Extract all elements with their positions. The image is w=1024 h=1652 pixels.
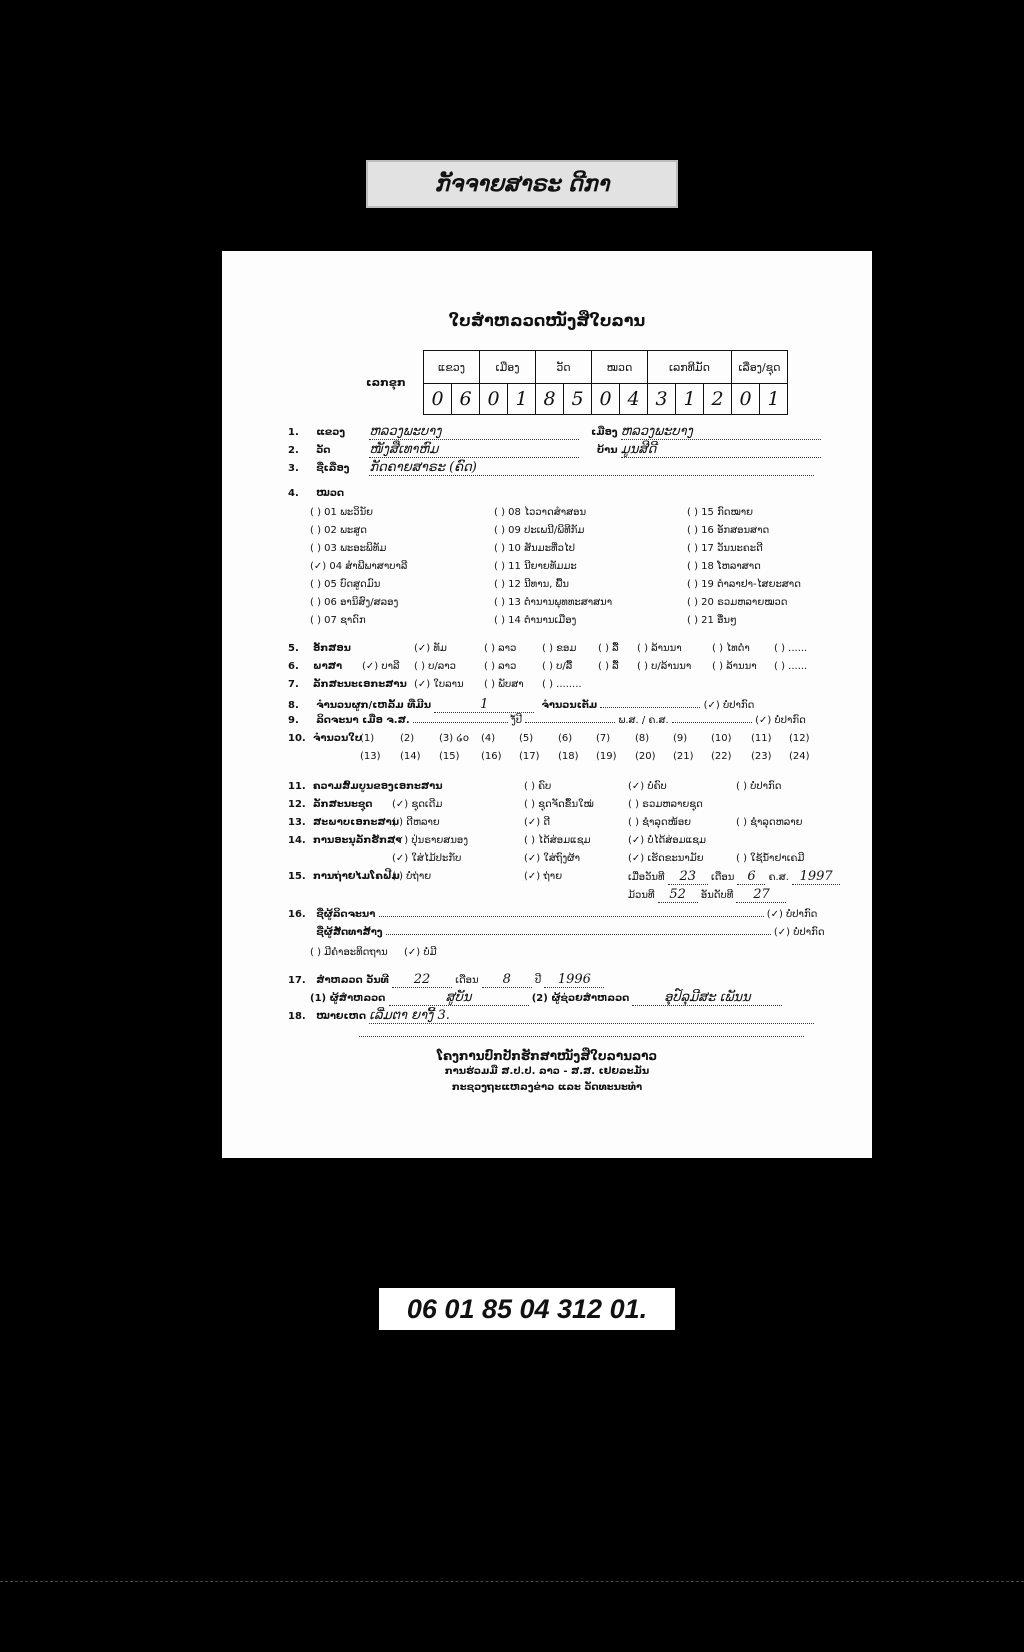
- code-header: ເລື່ອງ/ຊຸດ: [732, 351, 788, 384]
- code-digit: 0: [480, 384, 508, 415]
- village-value: ມູນສີດີ: [621, 442, 821, 458]
- code-digit: 6: [452, 384, 480, 415]
- field-category: 4. ໝວດ: [288, 488, 345, 499]
- script-option[interactable]: ( ) ໄທດຳ: [712, 643, 750, 654]
- category-option[interactable]: ( ) 07 ຊາດົກ: [310, 615, 366, 626]
- district-value: ຫລວງພະບາງ: [621, 424, 821, 440]
- condition-option[interactable]: ( ) ຊຳລຸດໜ້ອຍ: [628, 817, 692, 828]
- script-label: 5. ອັກສອນ: [288, 643, 351, 654]
- leaf-count-cell: (22): [711, 751, 732, 762]
- field-scribe: 16. ຊື່ຜູ້ລິດຈະນາ (✓) ບໍ່ປາກົດ: [288, 909, 818, 920]
- field-date-written: 9. ລິດຈະນາ ເມື່ອ ຈ.ສ. ງໍ້ປີ ພ.ສ. / ຄ.ສ. (✓) ບໍ່ປາກົດ: [288, 715, 806, 726]
- code-digit: 4: [620, 384, 648, 415]
- code-header: ເມືອງ: [480, 351, 536, 384]
- conservation-option[interactable]: ( ) ໃຊ້ນ້ຳຢາເຄມີ: [736, 853, 805, 864]
- code-header: ແຂວງ: [424, 351, 480, 384]
- sponsor-unknown-option[interactable]: (✓) ບໍ່ປາກົດ: [773, 927, 825, 938]
- script-option[interactable]: (✓) ທັມ: [414, 643, 447, 654]
- category-option[interactable]: ( ) 03 ພະອະພິທັມ: [310, 543, 387, 554]
- field-survey-date: 17. ສຳຫລວດ ວັນທີ 22 ເດືອນ 8 ປີ 1996: [288, 972, 818, 988]
- conservation-option[interactable]: (✓) ບໍ່ໄດ້ສ່ອມແຊມ: [628, 835, 707, 846]
- category-option[interactable]: ( ) 15 ກົດໝາຍ: [687, 507, 754, 518]
- leaf-count-cell: (21): [673, 751, 694, 762]
- microfilm-date: ເມື່ອວັນທີ 23 ເດືອນ 6 ຄ.ສ. 1997: [628, 869, 840, 885]
- conservation-label: 14. ການອະນຸລັກຮັກສາ: [288, 835, 402, 846]
- leaf-count-cell: (18): [558, 751, 579, 762]
- language-option[interactable]: ( ) ບ/ລາວ: [414, 661, 456, 672]
- category-option[interactable]: ( ) 19 ຕຳລາຢາ-ໄສຍະສາດ: [687, 579, 801, 590]
- category-option[interactable]: ( ) 06 ອານິສົງ/ສລອງ: [310, 597, 399, 608]
- category-option[interactable]: ( ) 16 ອັກສອນສາດ: [687, 525, 770, 536]
- script-option[interactable]: ( ) ລື້: [598, 643, 619, 654]
- leaf-count-cell: (10): [711, 733, 732, 744]
- code-digit: 1: [760, 384, 788, 415]
- date-unknown-option[interactable]: (✓) ບໍ່ປາກົດ: [755, 715, 806, 726]
- field-bundles: 8. ຈຳນວນຜູກ/ເຫລັ້ມ ທີ່ມີນ 1 ຈຳນວນເຕັມ (✓) ບໍ່ປາກົດ: [288, 697, 755, 712]
- script-option[interactable]: ( ) ......: [774, 643, 808, 654]
- conservation-option[interactable]: (✓) ໃສ່ຖົງຜ້າ: [524, 853, 580, 864]
- field-remarks: 18. ໝາຍເຫດ ເລີ່ມຕາ ຍາງີ້ 3.: [288, 1008, 818, 1024]
- language-option[interactable]: (✓) ບາລີ: [362, 661, 400, 672]
- code-digit: 0: [592, 384, 620, 415]
- leaf-count-cell: (17): [519, 751, 540, 762]
- field-title: 3. ຊື່ເລື່ອງ ກັດຄາຍສາຣະ (ຄົດ): [288, 460, 818, 476]
- code-digit: 0: [424, 384, 452, 415]
- field-surveyors: (1) ຜູ້ສຳຫລວດ ສູບັນ (2) ຜູ້ຊ່ວຍສຳຫລວດ ອຸປ໌ລຸມີສະ ເພັນນ: [310, 990, 840, 1006]
- leaf-count-cell: (7): [596, 733, 611, 744]
- remarks-value: ເລີ່ມຕາ ຍາງີ້ 3.: [369, 1008, 814, 1024]
- material-option[interactable]: (✓) ໃບລານ: [414, 679, 464, 690]
- bundles-unknown-option[interactable]: (✓) ບໍ່ປາກົດ: [703, 700, 755, 711]
- leaf-count-cell: (15): [439, 751, 460, 762]
- conservation-option[interactable]: ( ) ໄດ້ສ່ອມແຊມ: [524, 835, 591, 846]
- set-type-option[interactable]: ( ) ຣວມຫລາຍຊຸດ: [628, 799, 703, 810]
- set-type-label: 12. ລັກສະນະຊຸດ: [288, 799, 373, 810]
- form-footer: [222, 1048, 872, 1096]
- temple-value: ໜັງສືເທາຫົມ: [369, 442, 579, 458]
- leaf-count-cell: (6): [558, 733, 573, 744]
- code-digit: 5: [564, 384, 592, 415]
- code-label: ເລກຂຸກ: [366, 376, 406, 389]
- survey-form: [222, 251, 872, 1158]
- category-option[interactable]: ( ) 17 ວັນນະຄະດີ: [687, 543, 763, 554]
- bundles-value: 1: [434, 697, 534, 713]
- leaf-count-cell: (13): [360, 751, 381, 762]
- material-option[interactable]: ( ) ........: [542, 679, 582, 690]
- category-option[interactable]: ( ) 10 ສັນມະທີ່ວໄປ: [494, 543, 576, 554]
- bottom-divider: [0, 1581, 1024, 1582]
- colophon-option[interactable]: ( ) ມີຄຳອະທິດຖານ: [310, 947, 388, 958]
- surveyor-value: ສູບັນ: [389, 990, 529, 1006]
- conservation-option[interactable]: (✓) ປຸ່ນຣາຍສນອງ: [392, 835, 469, 846]
- language-option[interactable]: ( ) ບ/ລື້: [542, 661, 573, 672]
- leaf-count-cell: (5): [519, 733, 534, 744]
- material-option[interactable]: ( ) ພັບສາ: [484, 679, 524, 690]
- code-digit: 2: [704, 384, 732, 415]
- language-option[interactable]: ( ) ລື້: [598, 661, 619, 672]
- colophon-option[interactable]: (✓) ບໍ່ມີ: [404, 947, 437, 958]
- leaf-count-cell: (16): [481, 751, 502, 762]
- code-digit: 3: [648, 384, 676, 415]
- code-header: ໝວດ: [592, 351, 648, 384]
- leaf-count-cell: (2): [400, 733, 415, 744]
- conservation-option[interactable]: (✓) ໃສ່ໄມ້ປະກັບ: [392, 853, 462, 864]
- leaf-count-cell: (4): [481, 733, 496, 744]
- remarks-extra-line: [359, 1026, 804, 1037]
- code-digit: 1: [508, 384, 536, 415]
- leaf-count-cell: (3) ໒໐: [439, 733, 470, 744]
- language-option[interactable]: ( ) ລາວ: [484, 661, 517, 672]
- category-option[interactable]: ( ) 01 ພະວິນັຍ: [310, 507, 374, 518]
- material-label: 7. ລັກສະນະເອກະສານ: [288, 679, 407, 690]
- script-option[interactable]: ( ) ລາວ: [484, 643, 517, 654]
- condition-option[interactable]: (✓) ດີ: [524, 817, 551, 828]
- province-value: ຫລວງພະບາງ: [369, 424, 579, 440]
- leaf-count-cell: (19): [596, 751, 617, 762]
- category-option[interactable]: ( ) 09 ປະເພນີ/ພິທີກັມ: [494, 525, 585, 536]
- category-option[interactable]: ( ) 11 ນີຍາຍທັມມະ: [494, 561, 577, 572]
- condition-option[interactable]: ( ) ຊຳລຸດຫລາຍ: [736, 817, 803, 828]
- microfilm-roll: ມ້ວນທີ 52 ອັນດັບທີ 27: [628, 887, 786, 903]
- scribe-unknown-option[interactable]: (✓) ບໍ່ປາກົດ: [766, 909, 818, 920]
- reference-number-label: 06 01 85 04 312 01.: [379, 1288, 675, 1330]
- leaf-count-cell: (1): [360, 733, 375, 744]
- leaf-count-cell: (14): [400, 751, 421, 762]
- script-option[interactable]: ( ) ຂອມ: [542, 643, 577, 654]
- completeness-option[interactable]: ( ) ຄົບ: [524, 781, 552, 792]
- language-option[interactable]: ( ) ......: [774, 661, 808, 672]
- category-option[interactable]: ( ) 12 ນີທານ, ພື້ນ: [494, 579, 569, 590]
- completeness-option[interactable]: (✓) ບໍ່ຄົບ: [628, 781, 667, 792]
- leaf-count-cell: (24): [789, 751, 810, 762]
- category-option[interactable]: ( ) 20 ຣວມຫລາຍໝວດ: [687, 597, 788, 608]
- code-header: ວັດ: [536, 351, 592, 384]
- title-value: ກັດຄາຍສາຣະ (ຄົດ): [369, 460, 814, 476]
- code-digit: 1: [676, 384, 704, 415]
- category-option[interactable]: (✓) 04 ສຳພີພາສາບາລີ: [310, 561, 408, 572]
- leaf-count-cell: (11): [751, 733, 772, 744]
- field-sponsor: ຊື່ຜູ້ສັດທາສ້າງ (✓) ບໍ່ປາກົດ: [316, 927, 825, 938]
- code-table: [423, 350, 788, 415]
- microfilm-option[interactable]: (✓) ຖ່າຍ: [524, 871, 563, 882]
- microfilm-label: 15. ການຖ່າຍໄມໂຄຟີມ: [288, 871, 400, 882]
- field-province: 1. ແຂວງ ຫລວງພະບາງ ເມືອງ ຫລວງພະບາງ: [288, 424, 818, 440]
- category-option[interactable]: ( ) 21 ອື່ນໆ: [687, 615, 737, 626]
- leaf-count-cell: (12): [789, 733, 810, 744]
- set-type-option[interactable]: (✓) ຊຸດເດີມ: [392, 799, 443, 810]
- form-title: ໃບສຳຫລວດໜັງສືໃບລານ: [448, 311, 646, 330]
- completeness-label: 11. ຄວາມສົມບູນຂອງເອກະສານ: [288, 781, 443, 792]
- conservation-option[interactable]: (✓) ເຮັດຂະນາມັຍ: [628, 853, 704, 864]
- leaf-count-cell: (23): [751, 751, 772, 762]
- code-digit: 0: [732, 384, 760, 415]
- language-option[interactable]: ( ) ລ້ານນາ: [712, 661, 757, 672]
- leaf-count-cell: (8): [635, 733, 650, 744]
- code-header: ເລກທີມັດ: [648, 351, 732, 384]
- leaf-count-cell: (9): [673, 733, 688, 744]
- leaves-label: 10. ຈຳນວນໃບ: [288, 733, 363, 744]
- condition-option[interactable]: ( ) ດີຫລາຍ: [392, 817, 440, 828]
- footer-line: ການຮ່ວມມື ສ.ປ.ປ. ລາວ - ສ.ສ. ເຢຍລະມັນ: [444, 1066, 650, 1077]
- field-temple: 2. ວັດ ໜັງສືເທາຫົມ ບ້ານ ມູນສີດີ: [288, 442, 818, 458]
- footer-line: ກະຊວງຖະແຫລງຂ່າວ ແລະ ວັດທະນະທຳ: [451, 1082, 643, 1093]
- document-title-banner: ກັຈຈາຍສາຣະ ດີກາ: [366, 160, 678, 208]
- assistant-value: ອຸປ໌ລຸມີສະ ເພັນນ: [632, 990, 782, 1006]
- condition-label: 13. ສະພາບເອກະສານ: [288, 817, 400, 828]
- language-option[interactable]: ( ) ບ/ລ້ານນາ: [637, 661, 692, 672]
- category-option[interactable]: ( ) 02 ພະສູດ: [310, 525, 367, 536]
- set-type-option[interactable]: ( ) ຊຸດຈັດຂຶ້ນໃໝ່: [524, 799, 594, 810]
- category-option[interactable]: ( ) 08 ໄວວາດສຳສອນ: [494, 507, 587, 518]
- category-option[interactable]: ( ) 13 ຕຳນານພຸທທະສາສນາ: [494, 597, 613, 608]
- footer-line: ໂຄງການປົກປັກຮັກສາໜັງສືໃບລານລາວ: [436, 1049, 658, 1063]
- completeness-option[interactable]: ( ) ບໍ່ປາກົດ: [736, 781, 782, 792]
- category-option[interactable]: ( ) 05 ບົດສູດມົນ: [310, 579, 381, 590]
- category-option[interactable]: ( ) 18 ໂຫລາສາດ: [687, 561, 761, 572]
- category-option[interactable]: ( ) 14 ຕຳນານເມືອງ: [494, 615, 577, 626]
- code-digit: 8: [536, 384, 564, 415]
- microfilm-option[interactable]: ( ) ບໍ່ຖ່າຍ: [392, 871, 432, 882]
- language-label: 6. ພາສາ: [288, 661, 343, 672]
- leaf-count-cell: (20): [635, 751, 656, 762]
- script-option[interactable]: ( ) ລ້ານນາ: [637, 643, 682, 654]
